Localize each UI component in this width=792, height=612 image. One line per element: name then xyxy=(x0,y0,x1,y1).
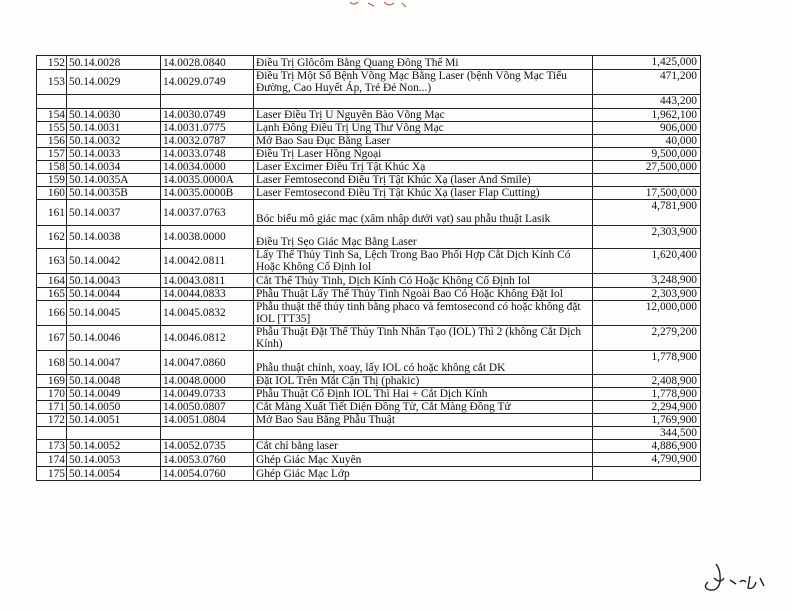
price-value: 2,303,900 xyxy=(593,288,701,301)
service-name: Laser Femtosecond Điều Trị Tật Khúc Xạ (laser And Smile) xyxy=(254,174,593,187)
row-number: 172 xyxy=(37,414,67,427)
price-value: 443,200 xyxy=(593,95,701,109)
service-name xyxy=(254,427,593,440)
table-row xyxy=(37,161,701,174)
service-code: 50.14.0045 xyxy=(67,301,161,326)
table-row xyxy=(37,122,701,135)
row-number: 154 xyxy=(37,109,67,122)
row-number: 173 xyxy=(37,440,67,453)
service-name: Ghép Giác Mạc Xuyên xyxy=(254,453,593,467)
table-row xyxy=(37,414,701,427)
service-name: Cắt Thể Thủy Tinh, Dịch Kính Có Hoặc Không Cố Định Iol xyxy=(254,274,593,288)
handwritten-signature xyxy=(700,560,780,594)
table-row xyxy=(37,440,701,453)
row-number: 165 xyxy=(37,288,67,301)
row-number: 163 xyxy=(37,249,67,274)
service-name: Cắt Màng Xuất Tiết Diện Đồng Tử, Cắt Màng Đồng Tử xyxy=(254,401,593,414)
table-row xyxy=(37,351,701,375)
service-code: 50.14.0044 xyxy=(67,288,161,301)
service-name: Laser Điều Trị U Nguyên Bào Võng Mạc xyxy=(254,109,593,122)
service-name: Bóc biểu mô giác mạc (xâm nhập dưới vạt) sau phẫu thuật Lasik xyxy=(254,200,593,226)
table-row xyxy=(37,200,701,226)
price-value: 4,886,900 xyxy=(593,440,701,453)
table-row xyxy=(37,187,701,200)
price-value: 17,500,000 xyxy=(593,187,701,200)
table-row xyxy=(37,453,701,467)
price-value: 3,248,900 xyxy=(593,274,701,288)
price-value: 9,500,000 xyxy=(593,148,701,161)
price-value: 2,294,900 xyxy=(593,401,701,414)
price-value: 1,962,100 xyxy=(593,109,701,122)
mapping-code: 14.0045.0832 xyxy=(161,301,254,326)
table-row xyxy=(37,226,701,249)
table-row xyxy=(37,375,701,388)
service-name: Mở Bao Sau Bằng Phẫu Thuật xyxy=(254,414,593,427)
service-code: 50.14.0030 xyxy=(67,109,161,122)
price-value: 2,408,900 xyxy=(593,375,701,388)
service-name: Điều Trị Một Số Bệnh Võng Mạc Bằng Laser (bệnh Võng Mạc Tiểu Đường, Cao Huyết Áp, Trẻ Đẻ Non...) xyxy=(254,70,593,95)
service-name: Phẫu thuật thể thủy tinh bằng phaco và femtosecond có hoặc không đặt IOL [TT35] xyxy=(254,301,593,326)
price-value: 2,279,200 xyxy=(593,326,701,351)
price-value: 12,000,000 xyxy=(593,301,701,326)
table-row xyxy=(37,467,701,481)
mapping-code: 14.0054.0760 xyxy=(161,467,254,481)
table-row xyxy=(37,288,701,301)
row-number xyxy=(37,95,67,109)
service-code: 50.14.0050 xyxy=(67,401,161,414)
price-value: 1,769,900 xyxy=(593,414,701,427)
row-number: 160 xyxy=(37,187,67,200)
row-number: 166 xyxy=(37,301,67,326)
service-code: 50.14.0049 xyxy=(67,388,161,401)
table-row xyxy=(37,148,701,161)
row-number: 157 xyxy=(37,148,67,161)
service-code: 50.14.0054 xyxy=(67,467,161,481)
mapping-code: 14.0050.0807 xyxy=(161,401,254,414)
service-code: 50.14.0042 xyxy=(67,249,161,274)
table-row xyxy=(37,301,701,326)
table-row xyxy=(37,401,701,414)
price-value xyxy=(593,174,701,187)
mapping-code: 14.0042.0811 xyxy=(161,249,254,274)
mapping-code: 14.0028.0840 xyxy=(161,56,254,70)
service-code: 50.14.0034 xyxy=(67,161,161,174)
price-value: 471,200 xyxy=(593,70,701,95)
service-name: Laser Femtosecond Điều Trị Tật Khúc Xạ (laser Flap Cutting) xyxy=(254,187,593,200)
service-name: Phẫu Thuật Lấy Thể Thủy Tinh Ngoài Bao Có Hoặc Không Đặt Iol xyxy=(254,288,593,301)
row-number: 167 xyxy=(37,326,67,351)
service-name: Ghép Giác Mạc Lớp xyxy=(254,467,593,481)
row-number: 158 xyxy=(37,161,67,174)
row-number: 169 xyxy=(37,375,67,388)
table-row xyxy=(37,326,701,351)
row-number: 153 xyxy=(37,70,67,95)
price-value: 1,425,000 xyxy=(593,56,701,70)
service-code: 50.14.0051 xyxy=(67,414,161,427)
price-value: 4,790,900 xyxy=(593,453,701,467)
mapping-code xyxy=(161,427,254,440)
mapping-code: 14.0034.0000 xyxy=(161,161,254,174)
mapping-code: 14.0051.0804 xyxy=(161,414,254,427)
service-code: 50.14.0052 xyxy=(67,440,161,453)
row-number: 170 xyxy=(37,388,67,401)
row-number: 171 xyxy=(37,401,67,414)
service-name: Lấy Thể Thủy Tinh Sa, Lệch Trong Bao Phối Hợp Cắt Dịch Kính Có Hoặc Không Cố Định Iol xyxy=(254,249,593,274)
service-code: 50.14.0035A xyxy=(67,174,161,187)
price-value: 1,778,900 xyxy=(593,351,701,375)
mapping-code: 14.0038.0000 xyxy=(161,226,254,249)
service-code: 50.14.0031 xyxy=(67,122,161,135)
price-value: 40,000 xyxy=(593,135,701,148)
service-code xyxy=(67,95,161,109)
service-code xyxy=(67,427,161,440)
service-name: Cắt chỉ bằng laser xyxy=(254,440,593,453)
mapping-code: 14.0031.0775 xyxy=(161,122,254,135)
service-name: Điều Trị Sẹo Giác Mạc Bằng Laser xyxy=(254,226,593,249)
mapping-code: 14.0035.0000B xyxy=(161,187,254,200)
table-row xyxy=(37,249,701,274)
service-name: Đặt IOL Trên Mắt Cận Thị (phakic) xyxy=(254,375,593,388)
service-name: Mở Bao Sau Đục Bằng Laser xyxy=(254,135,593,148)
row-number: 174 xyxy=(37,453,67,467)
table-row xyxy=(37,95,701,109)
mapping-code: 14.0046.0812 xyxy=(161,326,254,351)
mapping-code: 14.0030.0749 xyxy=(161,109,254,122)
row-number: 156 xyxy=(37,135,67,148)
mapping-code: 14.0029.0749 xyxy=(161,70,254,95)
service-name: Laser Excimer Điều Trị Tật Khúc Xạ xyxy=(254,161,593,174)
row-number: 168 xyxy=(37,351,67,375)
mapping-code: 14.0053.0760 xyxy=(161,453,254,467)
table-row xyxy=(37,174,701,187)
table-row xyxy=(37,56,701,70)
mapping-code: 14.0035.0000A xyxy=(161,174,254,187)
service-code: 50.14.0028 xyxy=(67,56,161,70)
service-name: Phẫu Thuật Đặt Thể Thủy Tinh Nhân Tạo (IOL) Thì 2 (không Cắt Dịch Kính) xyxy=(254,326,593,351)
service-name: Điều Trị Laser Hồng Ngoại xyxy=(254,148,593,161)
mapping-code: 14.0037.0763 xyxy=(161,200,254,226)
price-value: 1,778,900 xyxy=(593,388,701,401)
service-name: Phẫu thuật chỉnh, xoay, lấy IOL có hoặc không cắt DK xyxy=(254,351,593,375)
service-code: 50.14.0038 xyxy=(67,226,161,249)
mapping-code: 14.0032.0787 xyxy=(161,135,254,148)
service-code: 50.14.0046 xyxy=(67,326,161,351)
mapping-code: 14.0043.0811 xyxy=(161,274,254,288)
service-code: 50.14.0033 xyxy=(67,148,161,161)
row-number: 162 xyxy=(37,226,67,249)
table-row xyxy=(37,70,701,95)
price-value: 2,303,900 xyxy=(593,226,701,249)
mapping-code: 14.0049.0733 xyxy=(161,388,254,401)
price-table xyxy=(36,55,701,481)
mapping-code: 14.0047.0860 xyxy=(161,351,254,375)
row-number: 164 xyxy=(37,274,67,288)
mapping-code: 14.0052.0735 xyxy=(161,440,254,453)
row-number: 161 xyxy=(37,200,67,226)
service-code: 50.14.0047 xyxy=(67,351,161,375)
table-row xyxy=(37,427,701,440)
price-value: 27,500,000 xyxy=(593,161,701,174)
service-name: Lạnh Đông Điều Trị Ung Thư Võng Mạc xyxy=(254,122,593,135)
price-value xyxy=(593,467,701,481)
row-number: 155 xyxy=(37,122,67,135)
row-number xyxy=(37,427,67,440)
service-code: 50.14.0048 xyxy=(67,375,161,388)
row-number: 175 xyxy=(37,467,67,481)
price-value: 1,620,400 xyxy=(593,249,701,274)
price-value: 344,500 xyxy=(593,427,701,440)
table-row xyxy=(37,109,701,122)
service-code: 50.14.0029 xyxy=(67,70,161,95)
service-code: 50.14.0035B xyxy=(67,187,161,200)
row-number: 152 xyxy=(37,56,67,70)
mapping-code: 14.0044.0833 xyxy=(161,288,254,301)
service-name: Phẫu Thuật Cố Định IOL Thì Hai + Cắt Dịch Kính xyxy=(254,388,593,401)
service-code: 50.14.0037 xyxy=(67,200,161,226)
table-row xyxy=(37,274,701,288)
mapping-code: 14.0033.0748 xyxy=(161,148,254,161)
service-code: 50.14.0032 xyxy=(67,135,161,148)
price-value: 906,000 xyxy=(593,122,701,135)
table-row xyxy=(37,135,701,148)
service-code: 50.14.0043 xyxy=(67,274,161,288)
service-name xyxy=(254,95,593,109)
mapping-code xyxy=(161,95,254,109)
service-code: 50.14.0053 xyxy=(67,453,161,467)
top-edge-marks xyxy=(0,0,792,12)
service-name: Điều Trị Glôcôm Bằng Quang Đông Thể Mi xyxy=(254,56,593,70)
row-number: 159 xyxy=(37,174,67,187)
mapping-code: 14.0048.0000 xyxy=(161,375,254,388)
table-row xyxy=(37,388,701,401)
price-value: 4,781,900 xyxy=(593,200,701,226)
